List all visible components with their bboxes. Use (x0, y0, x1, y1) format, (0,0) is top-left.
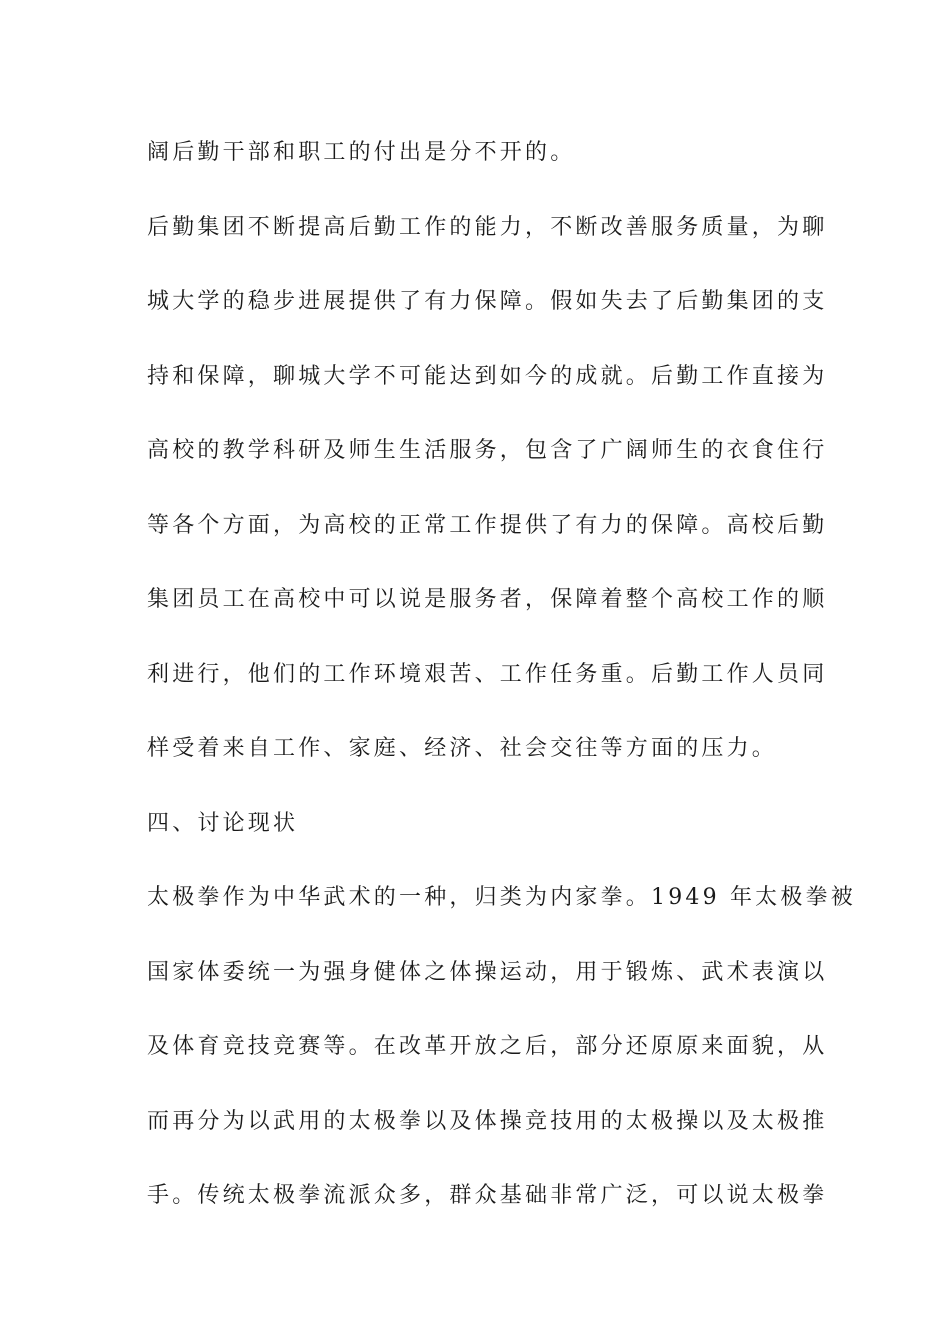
section-heading: 四、讨论现状 (147, 810, 299, 836)
text-line: 持和保障，聊城大学不可能达到如今的成就。后勤工作直接为 (147, 363, 828, 389)
text-line: 等各个方面，为高校的正常工作提供了有力的保障。高校后勤 (147, 512, 828, 538)
text-line: 国家体委统一为强身健体之体操运动，用于锻炼、武术表演以 (147, 959, 828, 985)
text-line: 及体育竞技竞赛等。在改革开放之后，部分还原原来面貌，从 (147, 1034, 828, 1059)
text-line: 集团员工在高校中可以说是服务者，保障着整个高校工作的顺 (147, 587, 828, 612)
text-line: 利进行，他们的工作环境艰苦、工作任务重。后勤工作人员同 (147, 661, 828, 687)
text-line: 高校的教学科研及师生生活服务，包含了广阔师生的衣食住行 (147, 438, 828, 463)
text-line: 而再分为以武用的太极拳以及体操竞技用的太极操以及太极推 (147, 1108, 828, 1134)
text-line: 太极拳作为中华武术的一种，归类为内家拳。1949 年太极拳被 (147, 885, 856, 910)
text-line: 阔后勤干部和职工的付出是分不开的。 (147, 140, 576, 165)
body-text (147, 130, 856, 1248)
text-line: 后勤集团不断提高后勤工作的能力，不断改善服务质量，为聊 (147, 214, 828, 240)
text-line: 手。传统太极拳流派众多，群众基础非常广泛，可以说太极拳 (147, 1183, 828, 1208)
text-line: 城大学的稳步进展提供了有力保障。假如失去了后勤集团的支 (147, 289, 828, 314)
text-line: 样受着来自工作、家庭、经济、社会交往等方面的压力。 (147, 736, 778, 761)
